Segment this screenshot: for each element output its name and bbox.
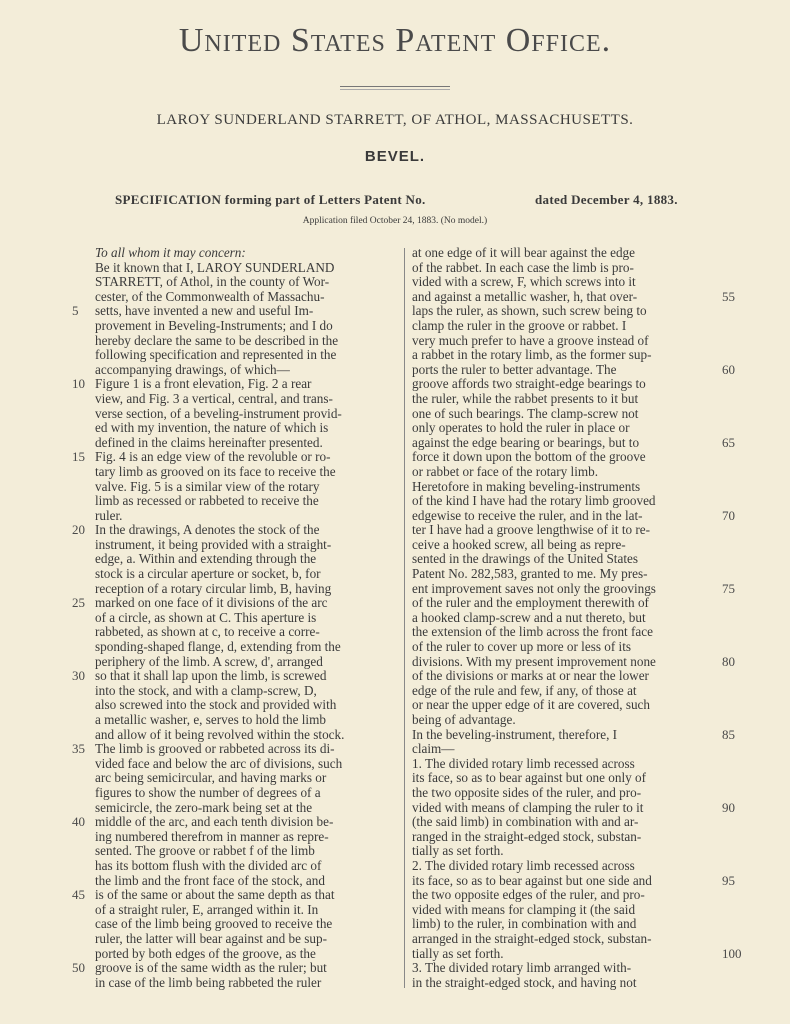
line-text: rabbeted, as shown at c, to receive a corre-: [95, 624, 320, 640]
text-line: [412, 465, 717, 480]
text-line: [95, 407, 400, 422]
line-number: 50: [72, 960, 85, 976]
text-line: [412, 684, 717, 699]
line-text: limb as recessed or rabbeted to receive the: [95, 493, 319, 509]
line-text: and allow of it being revolved within the stock.: [95, 726, 345, 742]
text-line: [95, 640, 400, 655]
text-line: [412, 319, 717, 334]
line-text: Be it known that I, LAROY SUNDERLAND: [95, 259, 335, 275]
line-text: so that it shall lap upon the limb, is screwed: [95, 668, 327, 684]
line-text: groove is of the same width as the ruler; but: [95, 960, 327, 976]
text-line: [412, 288, 735, 305]
text-line: [95, 436, 400, 451]
text-line: [412, 611, 717, 626]
line-text: STARRETT, of Athol, in the county of Wor-: [95, 274, 330, 290]
line-text: instrument, it being provided with a straight-: [95, 536, 332, 552]
line-number: 20: [72, 522, 85, 538]
line-text: of a straight ruler, E, arranged within it. In: [95, 901, 319, 917]
text-line: [95, 625, 400, 640]
text-line: [95, 392, 400, 407]
line-text: its face, so as to bear against but one only of: [412, 770, 647, 786]
line-text: To all whom it may concern:: [95, 245, 246, 260]
line-text: In the drawings, A denotes the stock of the: [95, 522, 320, 538]
line-number: 30: [72, 668, 85, 684]
line-text: has its bottom flush with the divided arc of: [95, 857, 322, 873]
line-number: 65: [722, 434, 735, 450]
line-text: of the divisions or marks at or near the lower: [412, 668, 649, 684]
line-text: limb) to the ruler, in combination with and: [412, 916, 637, 932]
text-line: [412, 786, 717, 801]
text-line: [72, 303, 400, 319]
line-text: tially as set forth.: [412, 843, 504, 859]
line-text: valve. Fig. 5 is a similar view of the rotary: [95, 478, 320, 494]
patent-office-heading: United States Patent Office.: [178, 22, 612, 59]
line-text: the two opposite edges of the ruler, and pro-: [412, 887, 645, 903]
text-line: [95, 611, 400, 626]
text-line: [72, 376, 400, 392]
line-number: 60: [722, 361, 735, 377]
line-text: very much prefer to have a groove instead of: [412, 332, 649, 348]
line-text: vided with means of clamping the ruler to it: [412, 799, 644, 815]
line-text: in the straight-edged stock, and having not: [412, 974, 637, 990]
text-line: [412, 507, 735, 524]
text-line: [412, 903, 717, 918]
text-line: [412, 348, 717, 363]
heading-rule: [340, 86, 450, 90]
line-text: stock is a circular aperture or socket, b, for: [95, 566, 321, 582]
left-text-column: [72, 245, 400, 990]
line-text: a hooked clamp-screw and a nut thereto, but: [412, 609, 646, 625]
line-text: and against a metallic washer, h, that over-: [412, 288, 638, 304]
text-line: [95, 947, 400, 962]
line-text: the two opposite sides of the ruler, and pro-: [412, 784, 642, 800]
text-line: [95, 932, 400, 947]
text-line: [95, 801, 400, 816]
text-line: [412, 334, 717, 349]
line-text: a rabbet in the rotary limb, as the former sup-: [412, 347, 652, 363]
line-text: also screwed into the stock and provided with: [95, 697, 337, 713]
text-line: [95, 874, 400, 889]
line-text: semicircle, the zero-mark being set at the: [95, 799, 313, 815]
line-text: ranged in the straight-edged stock, substan-: [412, 828, 642, 844]
text-line: [412, 815, 717, 830]
line-text: force it down upon the bottom of the groove: [412, 449, 646, 465]
text-line: [412, 494, 717, 509]
text-line: [95, 903, 400, 918]
text-line: [412, 538, 717, 553]
line-text: sented. The groove or rabbet f of the limb: [95, 843, 315, 859]
line-text: of a circle, as shown at C. This aperture is: [95, 609, 317, 625]
text-line: [95, 757, 400, 772]
text-line: [95, 684, 400, 699]
line-number: 10: [72, 376, 85, 392]
line-text: (the said limb) in combination with and ar-: [412, 814, 639, 830]
text-line: [95, 363, 400, 378]
line-text: cester, of the Commonwealth of Massachu-: [95, 288, 325, 304]
line-text: in case of the limb being rabbeted the ruler: [95, 974, 322, 990]
line-text: In the beveling-instrument, therefore, I: [412, 726, 618, 742]
text-line: [95, 655, 400, 670]
line-text: following specification and represented in the: [95, 347, 337, 363]
specification-text: SPECIFICATION forming part of Letters Patent No.: [115, 192, 426, 207]
line-text: edgewise to receive the ruler, and in the lat-: [412, 507, 643, 523]
line-text: The limb is grooved or rabbeted across its di-: [95, 741, 335, 757]
line-text: tary limb as grooved on its face to receive the: [95, 463, 336, 479]
text-line: [95, 844, 400, 859]
line-text: Patent No. 282,583, granted to me. My pres-: [412, 566, 648, 582]
line-text: the ruler, while the rabbet presents to it but: [412, 390, 639, 406]
line-text: of the ruler and the employment therewith of: [412, 595, 649, 611]
text-line: [412, 450, 717, 465]
text-line: [72, 741, 400, 757]
text-line: [95, 538, 400, 553]
text-line: [412, 859, 717, 874]
text-line: [412, 261, 717, 276]
line-text: at one edge of it will bear against the edge: [412, 245, 636, 260]
line-text: ing numbered therefrom in manner as repre-: [95, 828, 329, 844]
line-text: its face, so as to bear against but one side and: [412, 872, 652, 888]
text-line: [95, 494, 400, 509]
text-line: [72, 668, 400, 684]
line-text: view, and Fig. 3 a vertical, central, and trans-: [95, 390, 333, 406]
line-number: 95: [722, 872, 735, 888]
line-text: ter I have had a groove lengthwise of it to re-: [412, 522, 651, 538]
text-line: [412, 580, 735, 597]
line-text: tially as set forth.: [412, 945, 504, 961]
text-line: [95, 698, 400, 713]
line-text: ceive a hooked screw, all being as repre-: [412, 536, 626, 552]
line-number: 55: [722, 288, 735, 304]
line-text: ported by both edges of the groove, as the: [95, 945, 316, 961]
text-line: [95, 917, 400, 932]
patent-date: dated December 4, 1883.: [535, 192, 678, 207]
line-text: into the stock, and with a clamp-screw, D,: [95, 682, 317, 698]
line-text: vided face and below the arc of divisions, such: [95, 755, 343, 771]
text-line: [412, 844, 717, 859]
text-line: [412, 304, 717, 319]
line-number: 85: [722, 726, 735, 742]
text-line: [412, 757, 717, 772]
line-text: ports the ruler to better advantage. The: [412, 361, 617, 377]
line-text: of the ruler to cover up more or less of its: [412, 639, 631, 655]
text-line: [412, 888, 717, 903]
text-line: [95, 509, 400, 524]
line-number: 100: [722, 945, 742, 961]
text-line: [412, 945, 742, 962]
text-line: [95, 859, 400, 874]
text-line: [412, 523, 717, 538]
line-text: verse section, of a beveling-instrument provid-: [95, 405, 342, 421]
line-text: of the kind I have had the rotary limb grooved: [412, 493, 656, 509]
line-text: is of the same or about the same depth as that: [95, 887, 335, 903]
line-number: 45: [72, 887, 85, 903]
line-text: figures to show the number of degrees of a: [95, 784, 321, 800]
text-line: [412, 917, 717, 932]
line-text: ruler.: [95, 507, 123, 523]
text-line: [412, 640, 717, 655]
line-text: setts, have invented a new and useful Im-: [95, 303, 314, 319]
text-line: [95, 713, 400, 728]
text-line: [95, 261, 400, 276]
line-text: sented in the drawings of the United States: [412, 551, 638, 567]
line-text: 1. The divided rotary limb recessed across: [412, 755, 635, 771]
line-text: only operates to hold the ruler in place or: [412, 420, 630, 436]
text-line: [412, 726, 735, 743]
line-text: case of the limb being grooved to receive the: [95, 916, 333, 932]
text-line: [412, 625, 717, 640]
line-text: Fig. 4 is an edge view of the revoluble or ro-: [95, 449, 331, 465]
text-line: [412, 421, 717, 436]
line-text: claim—: [412, 741, 455, 757]
text-line: [412, 799, 735, 816]
text-line: [412, 976, 717, 991]
line-text: clamp the ruler in the groove or rabbet. I: [412, 317, 627, 333]
text-line: [95, 319, 400, 334]
line-text: or rabbet or face of the rotary limb.: [412, 463, 599, 479]
line-number: 5: [72, 303, 79, 319]
text-line: [412, 246, 717, 261]
line-text: Figure 1 is a front elevation, Fig. 2 a rear: [95, 376, 312, 392]
line-text: or near the upper edge of it are covered, such: [412, 697, 650, 713]
text-line: [72, 960, 400, 976]
text-line: [95, 771, 400, 786]
line-number: 75: [722, 580, 735, 596]
text-line: [412, 392, 717, 407]
text-line: [412, 434, 735, 451]
line-text: groove affords two straight-edge bearings to: [412, 376, 646, 392]
line-text: the limb and the front face of the stock, and: [95, 872, 325, 888]
text-line: [412, 377, 717, 392]
column-divider: [404, 248, 405, 988]
line-text: defined in the claims hereinafter presented.: [95, 434, 323, 450]
line-text: hereby declare the same to be described in the: [95, 332, 339, 348]
inventor-line: LAROY SUNDERLAND STARRETT, OF ATHOL, MASSACHUSETTS.: [156, 112, 634, 128]
application-line: Application filed October 24, 1883. (No model.): [302, 216, 488, 226]
text-line: [412, 480, 717, 495]
line-number: 90: [722, 799, 735, 815]
line-text: periphery of the limb. A screw, d', arranged: [95, 653, 323, 669]
text-line: [95, 348, 400, 363]
line-text: vided with a screw, F, which screws into it: [412, 274, 636, 290]
line-text: laps the ruler, as shown, such screw being to: [412, 303, 647, 319]
text-line: [95, 552, 400, 567]
text-line: [95, 246, 400, 261]
text-line: [412, 771, 717, 786]
text-line: [412, 698, 717, 713]
line-text: marked on one face of it divisions of the arc: [95, 595, 328, 611]
line-text: provement in Beveling-Instruments; and I do: [95, 317, 333, 333]
text-line: [412, 830, 717, 845]
text-line: [95, 976, 400, 991]
text-line: [72, 595, 400, 611]
text-line: [412, 669, 717, 684]
text-line: [95, 480, 400, 495]
line-number: 25: [72, 595, 85, 611]
line-number: 40: [72, 814, 85, 830]
text-line: [412, 742, 717, 757]
text-line: [412, 872, 735, 889]
text-line: [412, 653, 735, 670]
line-text: arc being semicircular, and having marks or: [95, 770, 327, 786]
line-text: ed with my invention, the nature of which is: [95, 420, 329, 436]
line-text: ruler, the latter will bear against and be sup-: [95, 930, 327, 946]
line-text: vided with means for clamping it (the said: [412, 901, 636, 917]
line-text: 3. The divided rotary limb arranged with-: [412, 960, 632, 976]
text-line: [95, 290, 400, 305]
line-text: edge of the rule and few, if any, of those at: [412, 682, 637, 698]
line-text: being of advantage.: [412, 712, 516, 727]
line-text: middle of the arc, and each tenth division be-: [95, 814, 334, 830]
text-line: [412, 361, 735, 378]
text-line: [72, 449, 400, 465]
line-text: a metallic washer, e, serves to hold the limb: [95, 712, 326, 727]
text-line: [412, 596, 717, 611]
text-line: [95, 421, 400, 436]
line-text: reception of a rotary circular limb, B, having: [95, 580, 332, 596]
line-text: edge, a. Within and extending through the: [95, 551, 317, 567]
text-line: [95, 334, 400, 349]
text-line: [412, 713, 717, 728]
text-line: [95, 465, 400, 480]
line-text: accompanying drawings, of which—: [95, 361, 290, 377]
line-text: 2. The divided rotary limb recessed across: [412, 857, 635, 873]
text-line: [72, 814, 400, 830]
line-text: sponding-shaped flange, d, extending from the: [95, 639, 341, 655]
line-text: ent improvement saves not only the groovings: [412, 580, 656, 596]
text-line: [95, 786, 400, 801]
text-line: [95, 582, 400, 597]
line-text: one of such bearings. The clamp-screw not: [412, 405, 639, 421]
text-line: [412, 961, 717, 976]
text-line: [412, 567, 717, 582]
text-line: [95, 728, 400, 743]
text-line: [72, 887, 400, 903]
text-line: [95, 830, 400, 845]
line-text: Heretofore in making beveling-instruments: [412, 478, 641, 494]
text-line: [412, 552, 717, 567]
text-line: [412, 932, 717, 947]
line-text: of the rabbet. In each case the limb is pro-: [412, 259, 634, 275]
text-line: [95, 567, 400, 582]
line-text: against the edge bearing or bearings, but to: [412, 434, 640, 450]
line-number: 80: [722, 653, 735, 669]
text-line: [95, 275, 400, 290]
patent-title: BEVEL.: [364, 148, 426, 165]
text-line: [72, 522, 400, 538]
right-text-column: [412, 245, 742, 990]
line-number: 70: [722, 507, 735, 523]
text-line: [412, 275, 717, 290]
specification-line: [115, 192, 695, 208]
line-number: 15: [72, 449, 85, 465]
text-line: [412, 407, 717, 422]
line-number: 35: [72, 741, 85, 757]
line-text: divisions. With my present improvement none: [412, 653, 656, 669]
line-text: the extension of the limb across the front face: [412, 624, 653, 640]
line-text: arranged in the straight-edged stock, substan-: [412, 930, 652, 946]
